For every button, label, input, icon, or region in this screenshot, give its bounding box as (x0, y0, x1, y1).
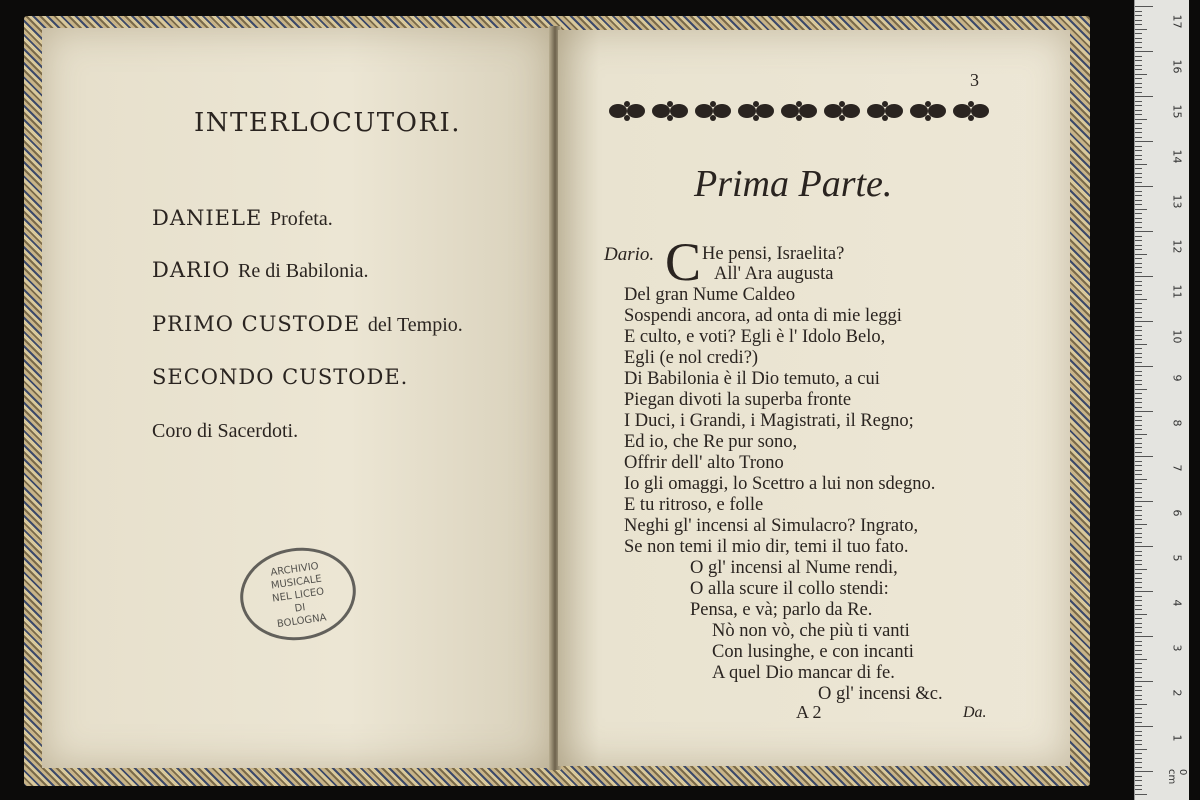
ruler-tick (1135, 578, 1142, 579)
cast-entry (152, 312, 463, 337)
ruler-tick (1135, 470, 1142, 471)
ruler-tick (1135, 362, 1142, 363)
ruler-tick (1135, 767, 1142, 768)
ruler-tick (1135, 281, 1142, 282)
ruler-tick (1135, 240, 1142, 241)
ruler-tick (1135, 438, 1142, 439)
ruler-tick (1135, 663, 1142, 664)
ruler-tick (1135, 695, 1142, 696)
ruler-tick (1135, 744, 1142, 745)
ruler-number: 5 (1170, 554, 1184, 562)
ruler-tick (1135, 78, 1142, 79)
verse-line: I Duci, i Grandi, i Magistrati, il Regno; (624, 411, 914, 431)
verse-line: Nò non vò, che più ti vanti (712, 621, 910, 641)
ruler-tick (1135, 218, 1142, 219)
ruler-tick (1135, 488, 1142, 489)
ruler-tick (1135, 119, 1147, 120)
ruler-tick (1135, 33, 1142, 34)
ruler-tick (1135, 312, 1142, 313)
ruler-tick (1135, 479, 1147, 480)
ruler-tick (1135, 627, 1142, 628)
ruler-tick (1135, 618, 1142, 619)
ruler-unit: 0 cm (1166, 769, 1188, 785)
ruler-tick (1135, 335, 1142, 336)
ruler-tick (1135, 29, 1147, 30)
ruler-tick (1135, 182, 1142, 183)
ruler-tick (1135, 758, 1142, 759)
ruler-tick (1135, 65, 1142, 66)
ruler-tick (1135, 24, 1142, 25)
ruler-tick (1135, 272, 1142, 273)
ruler-tick (1135, 546, 1153, 547)
verse-line: Se non temi il mio dir, temi il tuo fato. (624, 537, 909, 557)
ruler-tick (1135, 173, 1142, 174)
verse-line: Del gran Nume Caldeo (624, 285, 796, 305)
ruler-tick (1135, 672, 1142, 673)
ruler-tick (1135, 231, 1153, 232)
ruler-tick (1135, 74, 1147, 75)
verse-line: Neghi gl' incensi al Simulacro? Ingrato, (624, 516, 919, 536)
ruler-tick (1135, 11, 1142, 12)
ruler-tick (1135, 735, 1142, 736)
verse-line: Sospendi ancora, ad onta di mie leggi (624, 306, 902, 326)
ruler-tick (1135, 375, 1142, 376)
ruler-tick (1135, 285, 1142, 286)
cast-role: del Tempio. (367, 314, 463, 336)
ruler-tick (1135, 357, 1142, 358)
ruler-tick (1135, 641, 1142, 642)
ruler-tick (1135, 794, 1147, 795)
ruler-tick (1135, 776, 1142, 777)
ruler-tick (1135, 303, 1142, 304)
verse-line: Offrir dell' alto Trono (624, 453, 784, 473)
ruler-tick (1135, 528, 1142, 529)
catchword: Da. (963, 704, 987, 721)
verse-line: Piegan divoti la superba fronte (624, 390, 852, 410)
ruler-tick (1135, 434, 1147, 435)
ruler-tick (1135, 749, 1147, 750)
ruler-tick (1135, 447, 1142, 448)
ruler-tick (1135, 645, 1142, 646)
cast-role: Coro di Sacerdoti. (152, 420, 299, 442)
ruler-tick (1135, 551, 1142, 552)
ruler-tick (1135, 596, 1142, 597)
cast-name: DARIO (152, 258, 231, 282)
stamp-line: DI (293, 602, 307, 615)
ruler-tick (1135, 38, 1142, 39)
ruler-tick (1135, 411, 1153, 412)
ruler-tick (1135, 636, 1153, 637)
ruler-tick (1135, 168, 1142, 169)
ruler-tick (1135, 591, 1153, 592)
ruler-tick (1135, 506, 1142, 507)
ruler-tick (1135, 425, 1142, 426)
verse-line: Io gli omaggi, lo Scettro a lui non sdegno. (624, 474, 936, 494)
ruler-tick (1135, 236, 1142, 237)
verse-line: E culto, e voti? Egli è l' Idolo Belo, (624, 327, 886, 347)
ruler-number: 4 (1170, 599, 1184, 607)
ruler-tick (1135, 515, 1142, 516)
ruler-tick (1135, 789, 1142, 790)
ruler-tick (1135, 254, 1147, 255)
ruler-tick (1135, 398, 1142, 399)
ruler-tick (1135, 105, 1142, 106)
ruler-number: 13 (1170, 194, 1184, 209)
section-title: Prima Parte. (694, 163, 893, 205)
verse-line: O gl' incensi al Nume rendi, (690, 558, 898, 578)
ruler-tick (1135, 605, 1142, 606)
measurement-ruler (1134, 0, 1189, 800)
ruler-tick (1135, 330, 1142, 331)
ruler-tick (1135, 137, 1142, 138)
ruler-tick (1135, 555, 1142, 556)
ruler-tick (1135, 96, 1153, 97)
ruler-tick (1135, 299, 1147, 300)
ruler-tick (1135, 15, 1142, 16)
ruler-tick (1135, 402, 1142, 403)
verse-line: Con lusinghe, e con incanti (712, 642, 914, 662)
ruler-tick (1135, 524, 1147, 525)
ruler-tick (1135, 204, 1142, 205)
ruler-number: 16 (1170, 59, 1184, 74)
ruler-tick (1135, 699, 1142, 700)
ruler-tick (1135, 564, 1142, 565)
ruler-number: 14 (1170, 149, 1184, 164)
ruler-tick (1135, 110, 1142, 111)
ruler-number: 6 (1170, 509, 1184, 517)
ruler-tick (1135, 213, 1142, 214)
ruler-tick (1135, 519, 1142, 520)
ruler-tick (1135, 771, 1153, 772)
ruler-tick (1135, 267, 1142, 268)
verse-line: All' Ara augusta (714, 264, 834, 284)
signature-mark: A 2 (796, 702, 822, 722)
ruler-tick (1135, 339, 1142, 340)
ruler-tick (1135, 731, 1142, 732)
verse-line: Di Babilonia è il Dio temuto, a cui (624, 369, 880, 389)
ruler-tick (1135, 560, 1142, 561)
ruler-tick (1135, 60, 1142, 61)
stamp-line: MUSICALE (270, 573, 323, 592)
ruler-tick (1135, 380, 1142, 381)
ruler-tick (1135, 708, 1142, 709)
ruler-tick (1135, 114, 1142, 115)
ruler-tick (1135, 443, 1142, 444)
ruler-tick (1135, 209, 1147, 210)
ruler-tick (1135, 290, 1142, 291)
cast-name: DANIELE (152, 206, 263, 230)
ruler-tick (1135, 492, 1142, 493)
left-page (42, 28, 552, 768)
ruler-tick (1135, 258, 1142, 259)
ruler-tick (1135, 155, 1142, 156)
cast-entry (152, 418, 298, 443)
ruler-tick (1135, 141, 1153, 142)
ruler-tick (1135, 533, 1142, 534)
ruler-tick (1135, 92, 1142, 93)
verse-line: O alla scure il collo stendi: (690, 579, 889, 599)
ruler-tick (1135, 245, 1142, 246)
ruler-tick (1135, 389, 1147, 390)
ruler-number: 8 (1170, 419, 1184, 427)
ruler-number: 11 (1170, 284, 1184, 299)
ruler-tick (1135, 249, 1142, 250)
cast-name: SECONDO CUSTODE. (152, 365, 409, 389)
ruler-tick (1135, 200, 1142, 201)
ruler-tick (1135, 6, 1153, 7)
ruler-tick (1135, 722, 1142, 723)
ruler-tick (1135, 294, 1142, 295)
ruler-tick (1135, 83, 1142, 84)
ruler-tick (1135, 420, 1142, 421)
ruler-tick (1135, 510, 1142, 511)
ruler-tick (1135, 191, 1142, 192)
cast-role: Re di Babilonia. (238, 260, 369, 282)
ruler-tick (1135, 47, 1142, 48)
ruler-tick (1135, 384, 1142, 385)
cast-entry (152, 258, 369, 283)
ruler-tick (1135, 659, 1147, 660)
verse-line: He pensi, Israelita? (702, 244, 845, 264)
verse-line: Egli (e nol credi?) (624, 348, 759, 368)
ruler-tick (1135, 308, 1142, 309)
ruler-tick (1135, 321, 1153, 322)
ruler-tick (1135, 132, 1142, 133)
ruler-tick (1135, 195, 1142, 196)
ruler-tick (1135, 474, 1142, 475)
cast-role: Profeta. (269, 208, 333, 230)
ruler-tick (1135, 753, 1142, 754)
ruler-number: 10 (1170, 329, 1184, 344)
verse-line: E tu ritroso, e folle (624, 495, 764, 515)
ruler-tick (1135, 785, 1142, 786)
ruler-tick (1135, 101, 1142, 102)
ruler-tick (1135, 681, 1153, 682)
ruler-tick (1135, 465, 1142, 466)
ruler-tick (1135, 668, 1142, 669)
ruler-tick (1135, 456, 1153, 457)
ruler-tick (1135, 632, 1142, 633)
ruler-tick (1135, 393, 1142, 394)
ruler-number: 17 (1170, 14, 1184, 29)
ruler-tick (1135, 780, 1142, 781)
ruler-tick (1135, 501, 1153, 502)
ruler-tick (1135, 740, 1142, 741)
ruler-tick (1135, 263, 1142, 264)
ruler-tick (1135, 704, 1147, 705)
ruler-tick (1135, 186, 1153, 187)
verse-line: O gl' incensi &c. (818, 684, 943, 704)
ruler-number: 2 (1170, 689, 1184, 697)
ruler-tick (1135, 717, 1142, 718)
verse-line: Pensa, e và; parlo da Re. (690, 600, 873, 620)
ruler-tick (1135, 537, 1142, 538)
ruler-tick (1135, 686, 1142, 687)
ruler-tick (1135, 429, 1142, 430)
ruler-tick (1135, 650, 1142, 651)
ruler-tick (1135, 483, 1142, 484)
ruler-number: 7 (1170, 464, 1184, 472)
ruler-number: 12 (1170, 239, 1184, 254)
ruler-tick (1135, 623, 1142, 624)
speaker-name: Dario. (604, 244, 655, 265)
ruler-tick (1135, 42, 1142, 43)
ruler-tick (1135, 582, 1142, 583)
ruler-tick (1135, 56, 1142, 57)
cast-entry (152, 206, 333, 231)
ruler-tick (1135, 416, 1142, 417)
ruler-tick (1135, 348, 1142, 349)
ruler-number: 9 (1170, 374, 1184, 382)
ruler-tick (1135, 654, 1142, 655)
ruler-tick (1135, 366, 1153, 367)
ruler-tick (1135, 69, 1142, 70)
ruler-tick (1135, 159, 1142, 160)
ruler-tick (1135, 690, 1142, 691)
ruler-tick (1135, 609, 1142, 610)
ruler-tick (1135, 713, 1142, 714)
cast-name: PRIMO CUSTODE (152, 312, 361, 336)
ruler-tick (1135, 614, 1147, 615)
ruler-tick (1135, 371, 1142, 372)
ruler-tick (1135, 497, 1142, 498)
ruler-tick (1135, 353, 1142, 354)
ruler-tick (1135, 542, 1142, 543)
ruler-tick (1135, 344, 1147, 345)
cast-entry (152, 365, 408, 389)
drop-cap: C (665, 232, 702, 292)
ruler-tick (1135, 276, 1153, 277)
ruler-number: 1 (1170, 734, 1184, 742)
cast-heading: INTERLOCUTORI. (194, 108, 462, 138)
ruler-tick (1135, 164, 1147, 165)
ruler-tick (1135, 222, 1142, 223)
ruler-tick (1135, 177, 1142, 178)
stamp-line: NEL LICEO (271, 586, 325, 605)
ruler-tick (1135, 461, 1142, 462)
ruler-tick (1135, 146, 1142, 147)
verse-line: Ed io, che Re pur sono, (624, 432, 798, 452)
ruler-tick (1135, 452, 1142, 453)
ruler-tick (1135, 128, 1142, 129)
ruler-tick (1135, 51, 1153, 52)
ornament-band-icon (606, 96, 996, 126)
page-number: 3 (970, 70, 979, 90)
ruler-tick (1135, 87, 1142, 88)
ruler-tick (1135, 20, 1142, 21)
ruler-number: 15 (1170, 104, 1184, 119)
verse-line: A quel Dio mancar di fe. (712, 663, 895, 683)
ruler-tick (1135, 317, 1142, 318)
ruler-tick (1135, 726, 1153, 727)
ruler-number: 3 (1170, 644, 1184, 652)
ruler-tick (1135, 150, 1142, 151)
ruler-tick (1135, 326, 1142, 327)
stamp-line: ARCHIVIO (269, 560, 320, 579)
ruler-tick (1135, 227, 1142, 228)
stamp-line: BOLOGNA (276, 612, 328, 631)
ruler-tick (1135, 569, 1147, 570)
ruler-tick (1135, 587, 1142, 588)
ruler-tick (1135, 573, 1142, 574)
ruler-tick (1135, 677, 1142, 678)
ruler-tick (1135, 762, 1142, 763)
ruler-tick (1135, 407, 1142, 408)
ruler-tick (1135, 600, 1142, 601)
ruler-tick (1135, 123, 1142, 124)
